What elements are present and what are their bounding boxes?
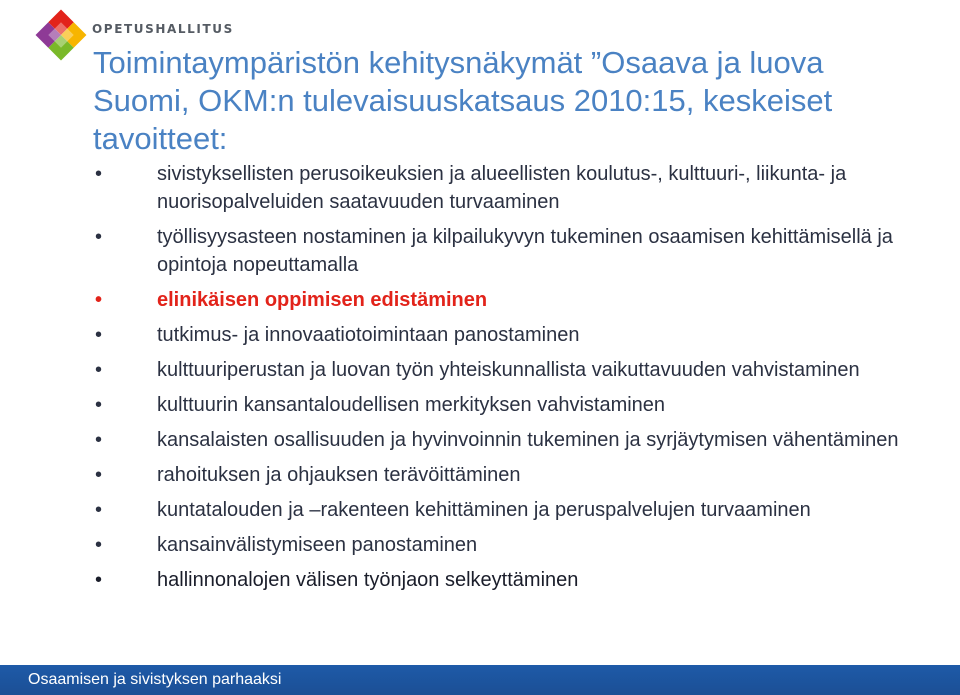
diamond-logo-icon bbox=[34, 8, 88, 62]
list-item bbox=[95, 391, 940, 419]
objectives-list bbox=[95, 160, 940, 594]
footer-slogan: Osaamisen ja sivistyksen parhaaksi bbox=[28, 671, 282, 688]
bullet-icon: • bbox=[95, 534, 103, 556]
list-item-text: kuntatalouden ja –rakenteen kehittäminen ja peruspalvelujen turvaaminen bbox=[157, 499, 811, 521]
slide-title bbox=[93, 44, 943, 158]
list-item bbox=[95, 426, 940, 454]
list-item-text: hallinnonalojen välisen työnjaon selkeyttäminen bbox=[157, 569, 579, 591]
footer-bar bbox=[0, 665, 960, 695]
bullet-icon: • bbox=[95, 226, 103, 248]
bullet-icon: • bbox=[95, 464, 103, 486]
bullet-icon: • bbox=[95, 289, 103, 311]
bullet-icon: • bbox=[95, 163, 103, 185]
list-item-text: tutkimus- ja innovaatiotoimintaan panostaminen bbox=[157, 324, 580, 346]
title-line-2: Suomi, OKM:n tulevaisuuskatsaus 2010:15, keskeiset bbox=[93, 83, 833, 118]
title-line-3: tavoitteet: bbox=[93, 121, 228, 156]
list-item-text: elinikäisen oppimisen edistäminen bbox=[157, 289, 488, 311]
list-item bbox=[95, 223, 940, 279]
list-item bbox=[95, 356, 940, 384]
list-item-text: työllisyysasteen nostaminen ja kilpailukyvyn tukeminen osaamisen kehittämisellä ja opintoja nopeuttamalla bbox=[157, 226, 893, 276]
list-item-text: sivistyksellisten perusoikeuksien ja alueellisten koulutus-, kulttuuri-, liikunta- ja nuorisopalveluiden saatavuuden turvaaminen bbox=[157, 163, 847, 213]
title-line-1: Toimintaympäristön kehitysnäkymät ”Osaava ja luova bbox=[93, 45, 824, 80]
list-item bbox=[95, 496, 940, 524]
list-item bbox=[95, 531, 940, 559]
bullet-icon: • bbox=[95, 324, 103, 346]
list-item-text: kulttuurin kansantaloudellisen merkityksen vahvistaminen bbox=[157, 394, 666, 416]
list-item-highlighted bbox=[95, 286, 940, 314]
list-item bbox=[95, 321, 940, 349]
list-item-text: rahoituksen ja ohjauksen terävöittäminen bbox=[157, 464, 521, 486]
list-item bbox=[95, 566, 940, 594]
list-item-text: kansalaisten osallisuuden ja hyvinvoinnin tukeminen ja syrjäytymisen vähentäminen bbox=[157, 429, 899, 451]
list-item-text: kulttuuriperustan ja luovan työn yhteiskunnallista vaikuttavuuden vahvistaminen bbox=[157, 359, 860, 381]
brand-name: OPETUSHALLITUS bbox=[92, 22, 234, 36]
bullet-icon: • bbox=[95, 359, 103, 381]
list-item-text: kansainvälistymiseen panostaminen bbox=[157, 534, 478, 556]
list-item bbox=[95, 160, 940, 216]
bullet-icon: • bbox=[95, 499, 103, 521]
bullet-icon: • bbox=[95, 569, 103, 591]
bullet-icon: • bbox=[95, 429, 103, 451]
list-item bbox=[95, 461, 940, 489]
bullet-icon: • bbox=[95, 394, 103, 416]
